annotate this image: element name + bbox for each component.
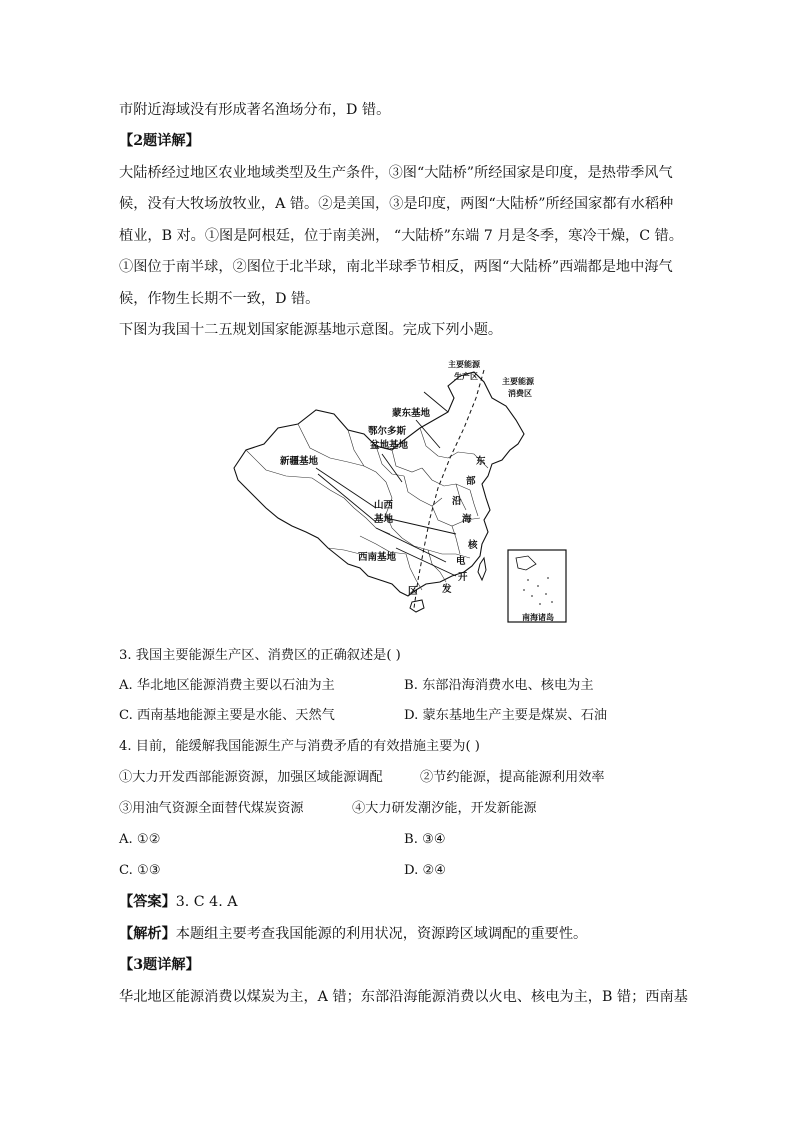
answer-label: 【答案】	[119, 894, 176, 910]
question-3-option-d: D. 蒙东基地生产主要是煤炭、石油	[404, 708, 608, 723]
label-east-char-3: 沿	[452, 496, 462, 507]
label-shanxi-base: 山西	[374, 500, 394, 511]
label-east-char-9: 区	[408, 586, 418, 597]
question-4-stem: 4. 目前，能缓解我国能源生产与消费矛盾的有效措施主要为( )	[119, 739, 480, 754]
hainan-island	[410, 600, 424, 612]
energy-base-map	[226, 358, 588, 626]
analysis-line	[119, 924, 587, 944]
label-consumer-zone-2: 消费区	[508, 388, 532, 398]
label-ordos-base: 鄂尔多斯	[368, 426, 407, 437]
taiwan-island	[478, 558, 486, 580]
question-4-statement-4: ④大力研发潮汐能，开发新能源	[352, 801, 537, 816]
question-4-statement-1: ①大力开发西部能源资源，加强区域能源调配	[119, 770, 383, 785]
label-east-char-6: 电	[456, 556, 466, 567]
detail-3-text: 华北地区能源消费以煤炭为主，A 错；东部沿海能源消费以火电、核电为主，B 错；西南基	[119, 989, 688, 1005]
label-east-char-7: 开	[458, 572, 468, 583]
answer-text: 3. C 4. A	[175, 894, 238, 910]
label-east-char-4: 海	[462, 514, 472, 525]
question-4-option-a: A. ①②	[119, 832, 161, 847]
question-4-option-d: D. ②④	[404, 863, 447, 878]
label-xinjiang-base: 新疆基地	[280, 456, 319, 467]
question-3-option-b: B. 东部沿海消费水电、核电为主	[404, 678, 594, 693]
analysis-text: 本题组主要考查我国能源的利用状况，资源跨区域调配的重要性。	[175, 926, 588, 942]
paragraph-prev-ending: 市附近海域没有形成著名渔场分布，D 错。	[119, 102, 391, 118]
paragraph-line: 候，没有大牧场放牧业，A 错。②是美国，③是印度，两图“大陆桥”所经国家都有水稻种	[119, 196, 674, 212]
paragraph-line: 植业，B 对。①图是阿根廷，位于南美洲， “大陆桥”东端 7 月是冬季，寒冷干燥，C 错。	[119, 228, 683, 244]
paragraph-line: 大陆桥经过地区农业地域类型及生产条件，③图“大陆桥”所经国家是印度，是热带季风气	[119, 165, 673, 181]
question-4-option-c: C. ①③	[119, 863, 161, 878]
label-east-char-1: 东	[476, 456, 486, 467]
label-consumer-zone: 主要能源	[502, 376, 534, 386]
section-heading-q2-detail: 【2题详解】	[119, 133, 200, 149]
question-3-stem: 3. 我国主要能源生产区、消费区的正确叙述是( )	[119, 648, 401, 663]
section-heading-q3-detail: 【3题详解】	[119, 957, 200, 973]
label-ordos-base-2: 盆地基地	[370, 440, 409, 451]
label-producer-zone: 主要能源	[448, 359, 480, 369]
analysis-label: 【解析】	[119, 926, 176, 942]
question-group-intro: 下图为我国十二五规划国家能源基地示意图。完成下列小题。	[119, 322, 503, 338]
question-3-option-a: A. 华北地区能源消费主要以石油为主	[119, 678, 335, 693]
label-shanxi-base-2: 基地	[374, 514, 394, 525]
paragraph-line: ①图位于南半球，②图位于北半球，南北半球季节相反，两图“大陆桥”西端都是地中海气	[119, 259, 673, 275]
label-southwest-base: 西南基地	[358, 552, 397, 563]
label-east-char-5: 核	[468, 540, 478, 551]
label-east-char-8: 发	[442, 584, 452, 595]
question-4-option-b: B. ③④	[404, 832, 446, 847]
question-4-statement-3: ③用油气资源全面替代煤炭资源	[119, 801, 304, 816]
province-boundaries	[246, 424, 488, 590]
label-east-char-2: 部	[466, 476, 476, 487]
question-3-option-c: C. 西南基地能源主要是水能、天然气	[119, 708, 335, 723]
question-4-statement-2: ②节约能源，提高能源利用效率	[420, 770, 605, 785]
inset-caption: 南海诸岛	[522, 612, 554, 622]
paragraph-line: 候，作物生长期不一致，D 错。	[119, 291, 320, 307]
answer-line	[119, 892, 237, 912]
label-producer-zone-2: 生产区	[454, 371, 478, 381]
label-mengdong-base: 蒙东基地	[392, 408, 431, 419]
